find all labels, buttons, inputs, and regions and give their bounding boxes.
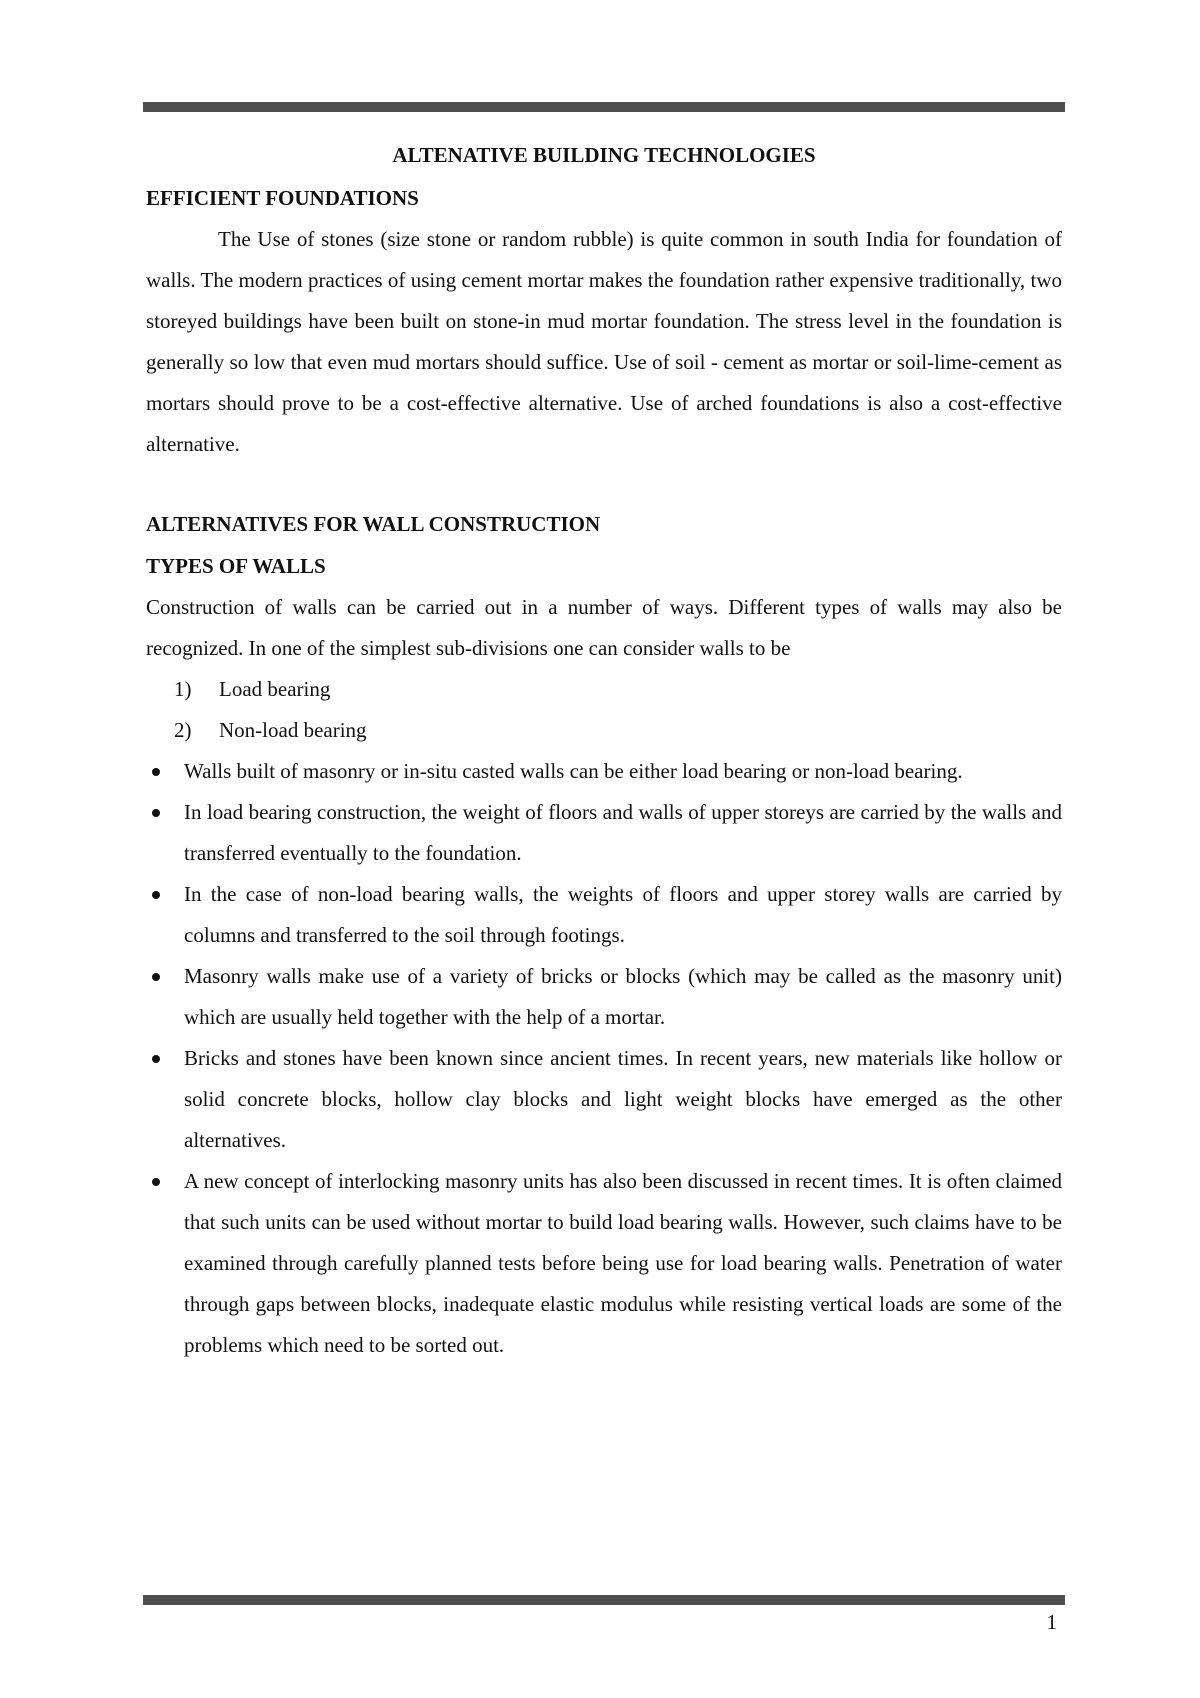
bullet-item [146,1161,1062,1366]
bullet-icon [152,891,160,899]
list-number: 1) [174,677,192,701]
bullet-icon [152,768,160,776]
bullet-item [146,1038,1062,1161]
list-item-text: Non-load bearing [219,718,367,742]
bullet-item [146,792,1062,874]
section-heading-walls: ALTERNATIVES FOR WALL CONSTRUCTION [146,512,601,536]
bullet-icon [152,973,160,981]
bullet-icon [152,809,160,817]
wall-facts-bullet-list [146,751,1062,1366]
header-rule [143,102,1065,112]
bullet-text: In load bearing construction, the weight of floors and walls of upper storeys are carried by the walls and transferred eventually to the foundation. [184,800,1062,865]
bullet-item [146,956,1062,1038]
foundations-paragraph: The Use of stones (size stone or random rubble) is quite common in south India for foundation of walls. The modern practices of using cement mortar makes the foundation rather expensive traditionally, two storeyed buildings have been built on stone-in mud mortar foundation. The stress level in the foundation is generally so low that even mud mortars should suffice. Use of soil - cement as mortar or soil-lime-cement as mortars should prove to be a cost-effective alternative. Use of arched foundations is also a cost-effective alternative. [146,227,1062,456]
document-title: ALTENATIVE BUILDING TECHNOLOGIES [392,143,816,167]
bullet-text: In the case of non-load bearing walls, the weights of floors and upper storey walls are carried by columns and transferred to the soil through footings. [184,882,1062,947]
document-body [146,134,1062,1366]
wall-types-list [146,669,1062,751]
bullet-text: Walls built of masonry or in-situ casted walls can be either load bearing or non-load bearing. [184,759,963,783]
bullet-icon [152,1055,160,1063]
list-item [146,710,1062,751]
bullet-icon [152,1178,160,1186]
walls-intro-paragraph: Construction of walls can be carried out in a number of ways. Different types of walls may also be recognized. In one of the simplest sub-divisions one can consider walls to be [146,595,1062,660]
list-item [146,669,1062,710]
spacer [146,465,1062,503]
footer-rule [143,1595,1065,1605]
section-heading-foundations: EFFICIENT FOUNDATIONS [146,186,419,210]
bullet-item [146,751,1062,792]
subheading-types-of-walls: TYPES OF WALLS [146,554,326,578]
page-number: 1 [1046,1610,1057,1634]
bullet-text: Masonry walls make use of a variety of bricks or blocks (which may be called as the masonry unit) which are usually held together with the help of a mortar. [184,964,1062,1029]
bullet-text: A new concept of interlocking masonry units has also been discussed in recent times. It is often claimed that such units can be used without mortar to build load bearing walls. However, such claims have to be examined through carefully planned tests before being use for load bearing walls. Penetration of water through gaps between blocks, inadequate elastic modulus while resisting vertical loads are some of the problems which need to be sorted out. [184,1169,1062,1357]
bullet-item [146,874,1062,956]
list-item-text: Load bearing [219,677,331,701]
list-number: 2) [174,718,192,742]
bullet-text: Bricks and stones have been known since ancient times. In recent years, new materials like hollow or solid concrete blocks, hollow clay blocks and light weight blocks have emerged as the other alternatives. [184,1046,1062,1152]
